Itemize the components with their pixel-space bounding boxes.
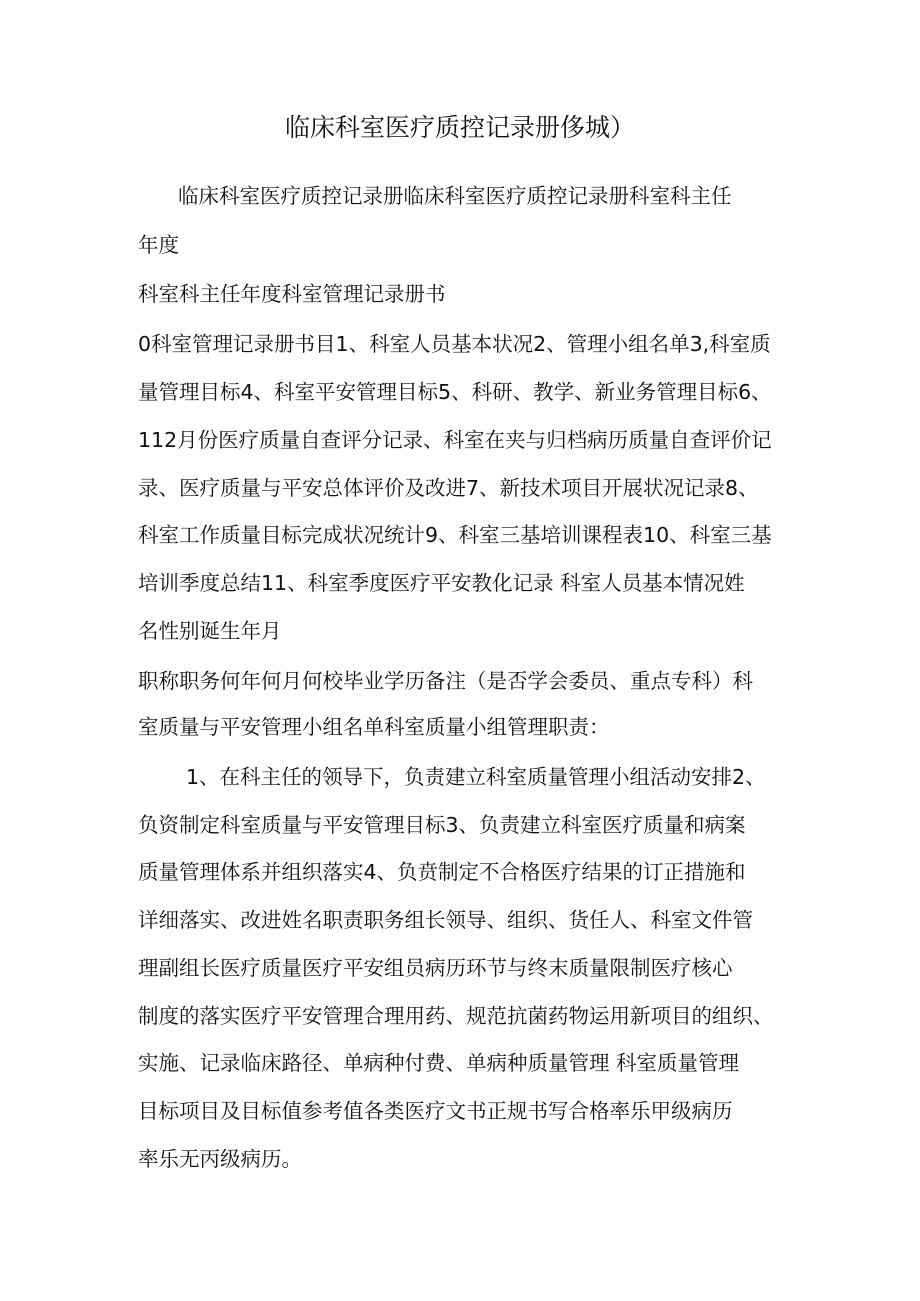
text-line-5: 量管理目标4、科室平安管理目标5、科研、教学、新业务管理目标6、	[138, 380, 772, 404]
text-line-12: 室质量与平安管理小组名单科室质量小组管理职责：	[138, 715, 610, 739]
text-line-21: 率乐无丙级病历。	[138, 1147, 302, 1171]
text-line-11: 职称职务何年何月何校毕业学历备注（是否学会委员、重点专科）科	[138, 669, 753, 693]
text-line-20: 目标项目及目标值参考值各类医疗文书正规书写合格率乐甲级病历	[138, 1099, 733, 1123]
text-line-15: 质量管理体系并组织落实4、负贲制定不合格医疗结果的订正措施和	[138, 860, 746, 884]
text-line-14: 负资制定科室质量与平安管理目标3、负责建立科室医疗质量和病案	[138, 813, 746, 837]
text-line-16: 详细落实、改进姓名职责职务组长领导、组织、货任人、科室文件管	[138, 908, 753, 932]
text-line-17: 理副组长医疗质量医疗平安组员病历环节与终末质量限制医疗核心	[138, 956, 733, 980]
text-line-18: 制度的落实医疗平安管理合理用药、规范抗菌药物运用新项目的组织、	[138, 1004, 774, 1028]
document-title: 临床科室医疗质控记录册侈城）	[284, 113, 635, 142]
text-line-9: 培训季度总结11、科室季度医疗平安教化记录 科室人员基本情况姓	[138, 571, 745, 595]
text-line-19: 实施、记录临床路径、单病种付费、单病种质量管理 科室质量管理	[138, 1051, 740, 1075]
text-line-10: 名性别诞生年月	[138, 619, 282, 643]
text-line-6: 112月份医疗质量自查评分记录、科室在夹与归档病历质量自查评价记	[138, 428, 772, 452]
text-line-13: 1、在科主任的领导下，负责建立科室质量管理小组活动安排2、	[186, 765, 766, 789]
text-line-8: 科室工作质量目标完成状况统计9、科室三基培训课程表10、科室三基	[138, 523, 772, 547]
text-line-1: 临床科室医疗质控记录册临床科室医疗质控记录册科室科主任	[178, 184, 732, 208]
text-line-2: 年度	[138, 233, 179, 257]
text-line-4: 0科室管理记录册书目1、科室人员基本状况2、管理小组名单3,科室质	[138, 332, 771, 356]
text-line-3: 科室科主任年度科室管理记录册书	[138, 282, 446, 306]
text-line-7: 录、医疗质量与平安总体评价及改进7、新技术项目开展状况记录8、	[138, 476, 759, 500]
